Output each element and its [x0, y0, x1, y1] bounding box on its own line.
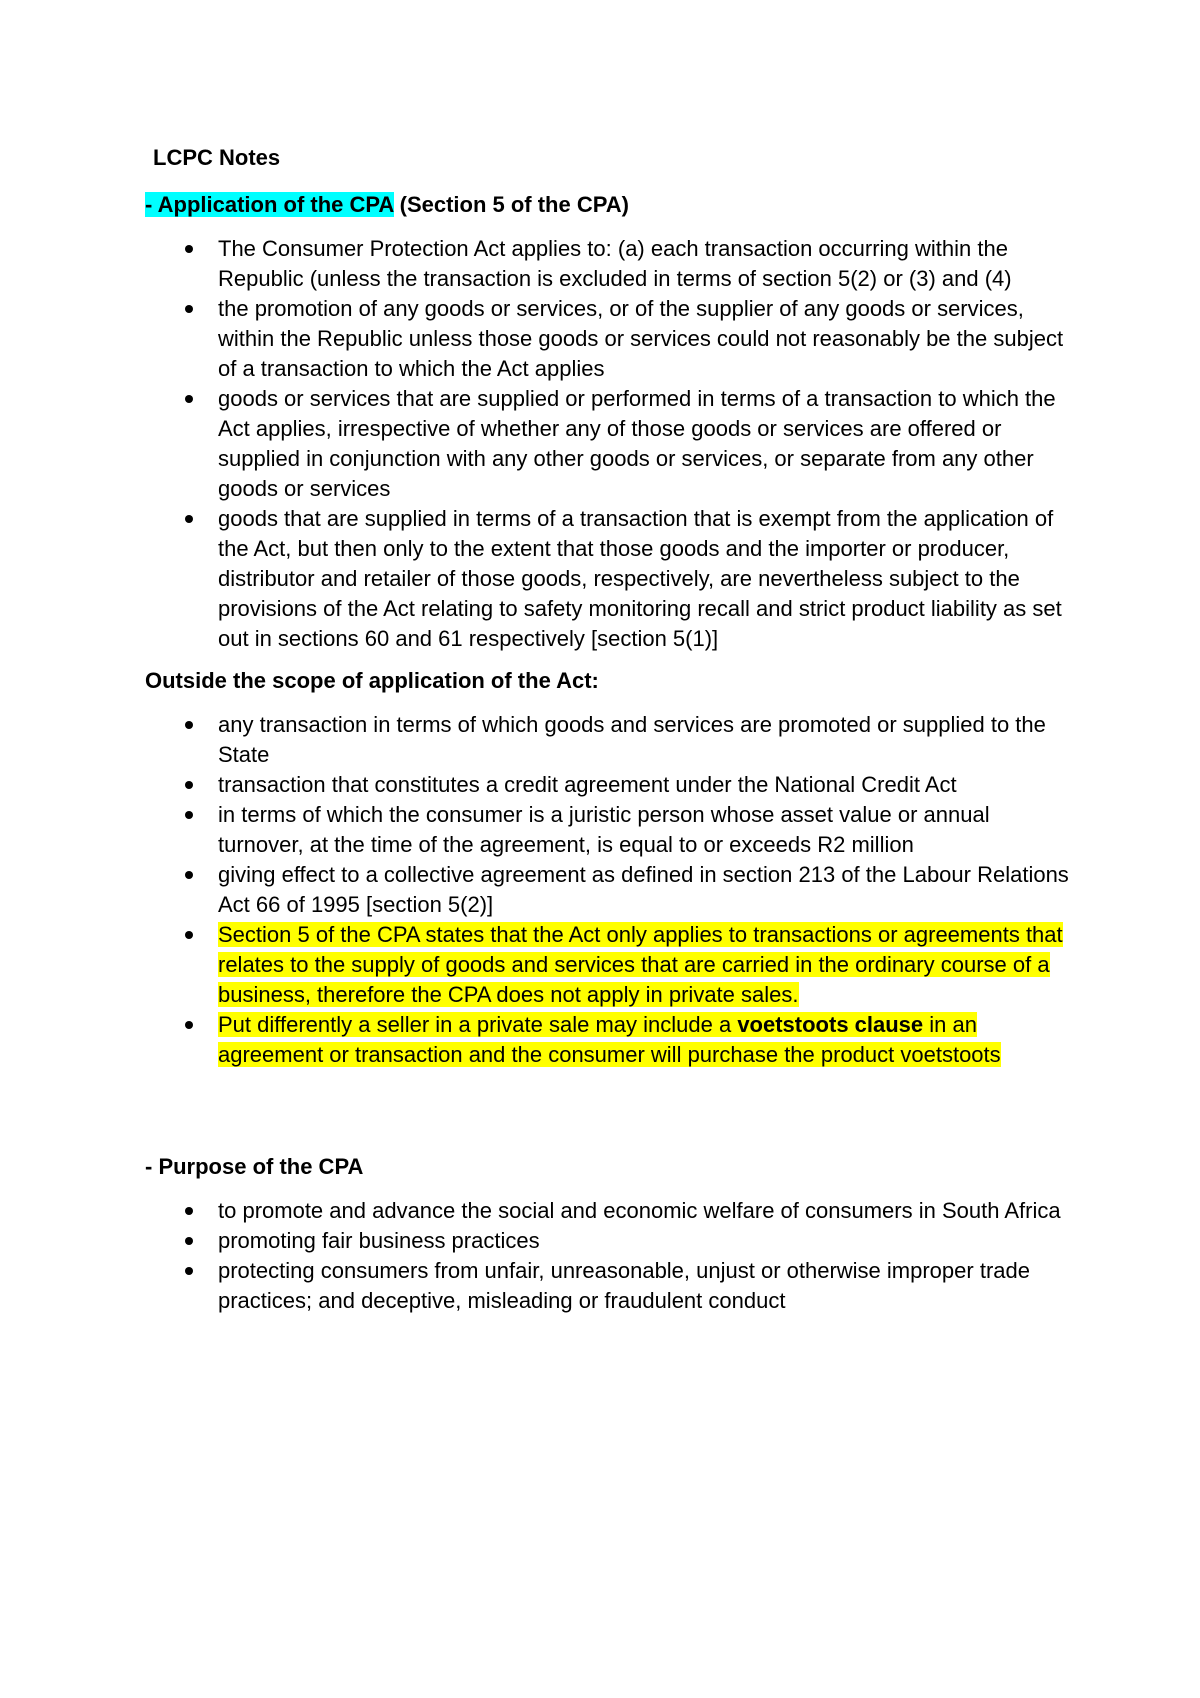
list-item-highlighted [145, 1010, 1080, 1070]
section-outside-scope-heading: Outside the scope of application of the Act: [145, 668, 599, 693]
bullet-dot-icon [185, 781, 193, 789]
bullet-dot-icon [185, 1207, 193, 1215]
section-purpose-heading: - Purpose of the CPA [145, 1154, 364, 1179]
bullet-dot-icon [185, 395, 193, 403]
list-item: promoting fair business practices [145, 1226, 1080, 1256]
list-item: giving effect to a collective agreement as defined in section 213 of the Labour Relations Act 66 of 1995 [section 5(2)] [145, 860, 1080, 920]
document-title: LCPC Notes [153, 145, 281, 170]
outside-scope-list [145, 710, 1080, 1070]
bullet-dot-icon [185, 1237, 193, 1245]
list-item: goods or services that are supplied or performed in terms of a transaction to which the Act applies, irrespective of whether any of those goods or services are offered or supplied in conjunction with any other goods or services, or separate from any other goods or services [145, 384, 1080, 504]
application-list [145, 234, 1080, 654]
spacer [145, 1082, 1080, 1152]
list-item: goods that are supplied in terms of a transaction that is exempt from the application of the Act, but then only to the extent that those goods and the importer or producer, distributor and retailer of those goods, respectively, are nevertheless subject to the provisions of the Act relating to safety monitoring recall and strict product liability as set out in sections 60 and 61 respectively [section 5(1)] [145, 504, 1080, 654]
list-item: to promote and advance the social and economic welfare of consumers in South Africa [145, 1196, 1080, 1226]
bullet-dot-icon [185, 811, 193, 819]
heading-highlight: - Application of the CPA [145, 192, 394, 217]
bullet-dot-icon [185, 1021, 193, 1029]
list-item: any transaction in terms of which goods and services are promoted or supplied to the State [145, 710, 1080, 770]
list-item-highlighted: Section 5 of the CPA states that the Act only applies to transactions or agreements that relates to the supply of goods and services that are carried in the ordinary course of a business, therefore the CPA does not apply in private sales. [145, 920, 1080, 1010]
bullet-dot-icon [185, 931, 193, 939]
bullet-dot-icon [185, 515, 193, 523]
voetstoots-clause-bold: voetstoots clause [737, 1012, 924, 1037]
bullet-dot-icon [185, 721, 193, 729]
section-application-heading [145, 190, 1080, 220]
bullet-dot-icon [185, 245, 193, 253]
list-item: protecting consumers from unfair, unreasonable, unjust or otherwise improper trade practices; and deceptive, misleading or fraudulent conduct [145, 1256, 1080, 1316]
list-item: The Consumer Protection Act applies to: (a) each transaction occurring within the Republic (unless the transaction is excluded in terms of section 5(2) or (3) and (4) [145, 234, 1080, 294]
purpose-list [145, 1196, 1080, 1316]
heading-rest: (Section 5 of the CPA) [393, 192, 629, 217]
highlighted-text: Put differently a seller in a private sale may include a voetstoots clause in an agreement or transaction and the consumer will purchase the product voetstoots [218, 1012, 1001, 1067]
list-item: transaction that constitutes a credit agreement under the National Credit Act [145, 770, 1080, 800]
bullet-dot-icon [185, 871, 193, 879]
list-item: in terms of which the consumer is a juristic person whose asset value or annual turnover, at the time of the agreement, is equal to or exceeds R2 million [145, 800, 1080, 860]
bullet-dot-icon [185, 1267, 193, 1275]
bullet-dot-icon [185, 305, 193, 313]
list-item: the promotion of any goods or services, or of the supplier of any goods or services, within the Republic unless those goods or services could not reasonably be the subject of a transaction to which the Act applies [145, 294, 1080, 384]
